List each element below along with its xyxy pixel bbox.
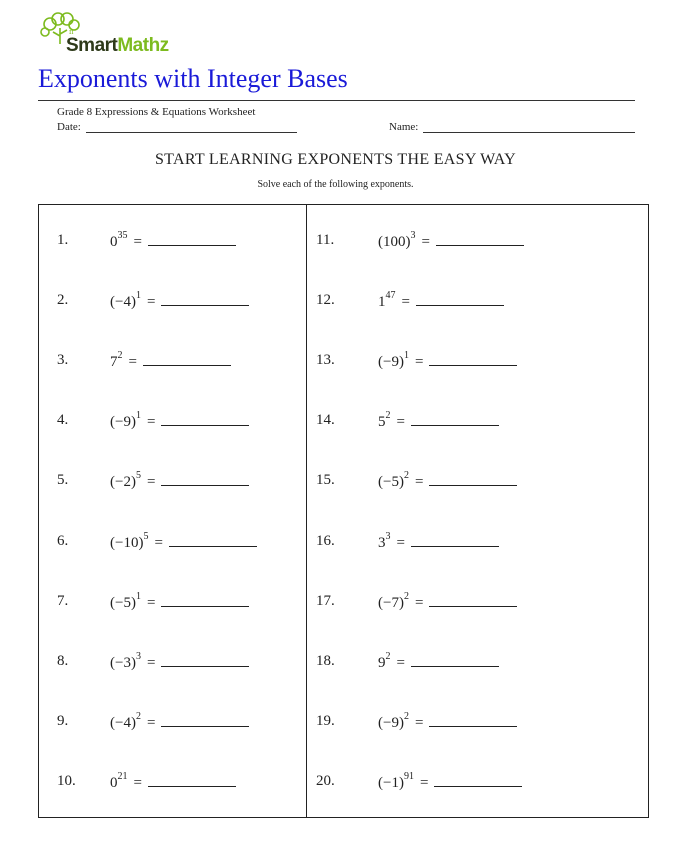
equals-sign: = [146,715,156,731]
problem-number: 15. [316,472,335,488]
answer-blank[interactable] [161,412,249,426]
answer-blank[interactable] [148,232,236,246]
expression-base: 3 [378,535,386,551]
equals-sign: = [128,354,137,370]
problem-number: 1. [57,232,69,248]
expression-exponent: 5 [143,531,149,542]
expression-exponent: 2 [385,651,391,662]
expression-exponent: 2 [403,591,409,602]
problem-expression [378,472,517,491]
answer-blank[interactable] [161,292,249,306]
answer-blank[interactable] [148,773,236,787]
problem-expression [110,472,249,491]
expression-exponent: 2 [403,711,409,722]
problem-expression [110,773,236,792]
problem-number: 19. [316,713,335,729]
expression-exponent: 3 [410,230,416,241]
expression-base: (−4) [110,715,136,731]
problem-expression [378,232,524,251]
answer-blank[interactable] [429,472,517,486]
problem-number: 2. [57,292,69,308]
problem-expression [378,352,517,371]
problem-number: 4. [57,412,69,428]
equals-sign: = [396,655,405,671]
expression-base: (−9) [378,354,404,370]
expression-base: (−3) [110,655,136,671]
problem-expression [110,232,236,251]
expression-exponent: 1 [135,410,141,421]
equals-sign: = [414,715,424,731]
name-field[interactable] [423,132,635,133]
problem-expression [378,412,499,431]
problem-number: 17. [316,593,335,609]
expression-base: (−7) [378,595,404,611]
problem-expression [110,653,249,672]
expression-exponent: 2 [403,470,409,481]
brand-name: SmartMathz [66,35,169,56]
expression-base: (−10) [110,535,144,551]
answer-blank[interactable] [429,593,517,607]
problem-number: 5. [57,472,69,488]
expression-base: (−9) [378,715,404,731]
expression-exponent: 1 [403,350,409,361]
expression-base: 1 [378,294,386,310]
expression-exponent: 47 [385,290,396,301]
problem-number: 11. [316,232,335,248]
problem-expression [110,292,249,311]
problem-expression [110,533,257,552]
expression-base: (−2) [110,474,136,490]
equals-sign: = [154,535,163,551]
answer-blank[interactable] [434,773,522,787]
problem-number: 16. [316,533,335,549]
expression-base: 9 [378,655,386,671]
answer-blank[interactable] [161,593,249,607]
problem-number: 8. [57,653,69,669]
answer-blank[interactable] [161,472,249,486]
instruction-text: Solve each of the following exponents. [257,179,414,190]
expression-base: (100) [378,234,411,250]
problem-expression [378,593,517,612]
answer-blank[interactable] [143,352,231,366]
answer-blank[interactable] [161,713,249,727]
problem-number: 3. [57,352,69,368]
expression-base: (−5) [110,595,136,611]
equals-sign: = [414,595,424,611]
equals-sign: = [419,775,429,791]
problem-expression [110,412,249,431]
problem-number: 6. [57,533,69,549]
equals-sign: = [414,474,424,490]
answer-blank[interactable] [429,352,517,366]
problem-expression [378,533,499,552]
equals-sign: = [133,234,142,250]
expression-exponent: 35 [117,230,128,241]
problem-number: 18. [316,653,335,669]
title-rule [38,100,635,101]
expression-exponent: 91 [403,771,414,782]
equals-sign: = [146,414,156,430]
grade-label: Grade 8 Expressions & Equations Worksheet [57,106,256,118]
expression-base: 7 [110,354,118,370]
problem-number: 13. [316,352,335,368]
problem-number: 9. [57,713,69,729]
problem-expression [110,593,249,612]
expression-base: (−4) [110,294,136,310]
answer-blank[interactable] [161,653,249,667]
equals-sign: = [146,655,156,671]
equals-sign: = [396,535,405,551]
expression-base: 0 [110,775,118,791]
expression-exponent: 2 [117,350,123,361]
svg-text:π: π [69,28,74,36]
answer-blank[interactable] [436,232,524,246]
problem-number: 14. [316,412,335,428]
problem-expression [378,653,499,672]
expression-exponent: 21 [117,771,128,782]
problem-number: 20. [316,773,335,789]
expression-base: (−9) [110,414,136,430]
expression-base: (−5) [378,474,404,490]
expression-base: 5 [378,414,386,430]
section-heading: START LEARNING EXPONENTS THE EASY WAY [154,151,517,168]
answer-blank[interactable] [411,533,499,547]
column-divider [306,204,307,818]
problem-expression [378,773,522,792]
expression-exponent: 1 [135,290,141,301]
equals-sign: = [146,474,156,490]
equals-sign: = [414,354,424,370]
answer-blank[interactable] [416,292,504,306]
expression-exponent: 1 [135,591,141,602]
problem-number: 7. [57,593,69,609]
equals-sign: = [146,294,156,310]
expression-exponent: 3 [385,531,391,542]
equals-sign: = [421,234,430,250]
brand-logo [36,8,196,58]
problem-expression [378,292,504,311]
answer-blank[interactable] [411,412,499,426]
equals-sign: = [401,294,410,310]
problem-expression [110,352,231,371]
answer-blank[interactable] [429,713,517,727]
equals-sign: = [133,775,142,791]
equals-sign: = [396,414,405,430]
date-label: Date: [57,121,81,133]
worksheet-title: Exponents with Integer Bases [38,64,348,93]
expression-base: (−1) [378,775,404,791]
expression-exponent: 3 [135,651,141,662]
answer-blank[interactable] [169,533,257,547]
equals-sign: = [146,595,156,611]
answer-blank[interactable] [411,653,499,667]
problem-expression [110,713,249,732]
expression-exponent: 2 [385,410,391,421]
problem-number: 12. [316,292,335,308]
expression-exponent: 2 [135,711,141,722]
name-label: Name: [389,121,419,133]
problem-expression [378,713,517,732]
problem-number: 10. [57,773,76,789]
expression-base: 0 [110,234,118,250]
date-field[interactable] [86,132,297,133]
expression-exponent: 5 [135,470,141,481]
